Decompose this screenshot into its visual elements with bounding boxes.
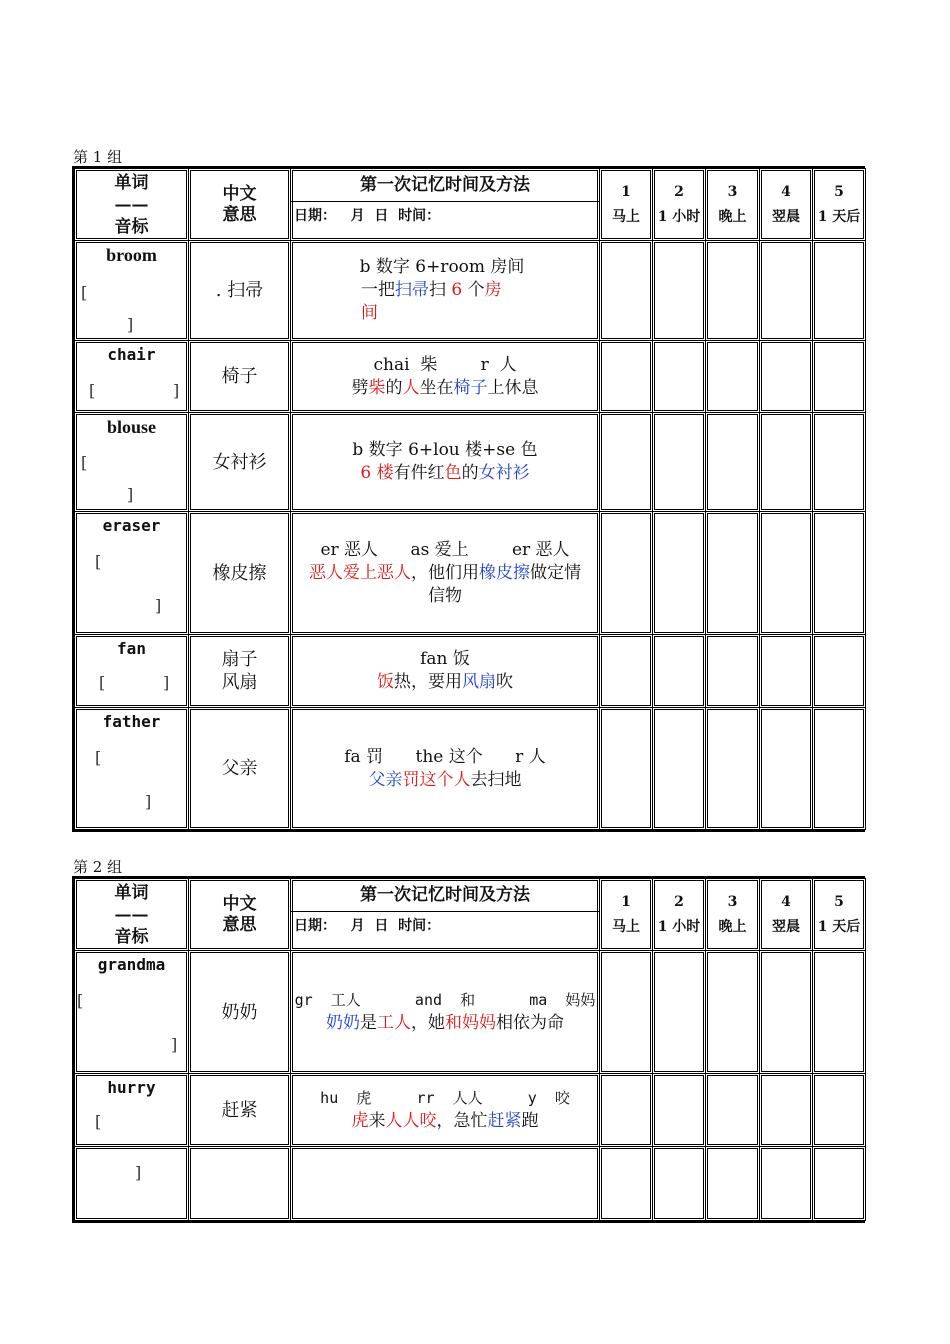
word-cell — [75, 635, 189, 708]
review-cell[interactable] — [600, 1074, 653, 1147]
review-label: 晚上 — [718, 918, 747, 935]
word: broom — [106, 245, 157, 265]
method-header-date: 日期： 月 日 时间： — [294, 918, 441, 934]
method-highlight: 恶人爱上恶人 — [309, 562, 411, 583]
bracket-open: [ — [81, 283, 88, 302]
review-header-2 — [653, 169, 706, 241]
bracket-close: ] — [163, 673, 170, 692]
method-highlight: 女衬衫 — [478, 463, 530, 483]
review-cell[interactable] — [706, 512, 760, 635]
table-row — [75, 635, 866, 708]
word-header-dash: —— — [114, 194, 149, 215]
review-num: 5 — [834, 183, 844, 200]
bracket-open: [ — [77, 991, 84, 1010]
method-line: fa 罚 the 这个 r 人 — [344, 746, 546, 767]
review-cell[interactable] — [813, 241, 866, 341]
review-label: 1 小时 — [657, 918, 701, 935]
word: eraser — [102, 516, 161, 535]
method-text: 来 — [368, 1111, 386, 1131]
method-text: 扫 — [429, 280, 452, 300]
meaning-cell — [189, 241, 291, 341]
method-highlight: 6 楼 — [360, 463, 394, 483]
method-cell — [291, 413, 600, 512]
word-header-dash: —— — [114, 904, 149, 925]
meaning-cell — [189, 635, 291, 708]
meaning-cell: 赶紧 — [189, 1074, 291, 1147]
review-num: 1 — [621, 893, 631, 910]
method-header — [291, 879, 600, 951]
review-header-1 — [600, 879, 653, 951]
method-highlight: 6 — [451, 280, 463, 300]
method-line: b 数字 6+lou 楼+se 色 — [352, 440, 538, 460]
meaning-cell: 橡皮擦 — [189, 512, 291, 635]
review-cell[interactable] — [653, 635, 706, 708]
review-cell[interactable] — [600, 241, 653, 341]
method-header-title: 第一次记忆时间及方法 — [291, 169, 599, 202]
method-cell — [291, 708, 600, 830]
review-cell[interactable] — [706, 341, 760, 413]
word-cell — [75, 951, 189, 1074]
review-cell[interactable] — [653, 708, 706, 830]
method-line: 信物 — [428, 585, 462, 606]
method-line: fan 饭 — [420, 649, 470, 669]
bracket-open: [ — [95, 748, 102, 767]
method-highlight: 房 — [484, 280, 502, 300]
review-cell[interactable] — [760, 341, 813, 413]
meaning-header-line1: 中文 — [222, 183, 257, 204]
review-header-5 — [813, 169, 866, 241]
review-label: 1 小时 — [657, 208, 701, 225]
review-cell[interactable] — [813, 1074, 866, 1147]
review-cell[interactable] — [760, 635, 813, 708]
method-highlight: 虎 — [351, 1111, 369, 1131]
method-highlight: 赶紧 — [487, 1111, 522, 1131]
method-highlight: 人 — [402, 377, 420, 398]
review-cell[interactable] — [760, 951, 813, 1074]
method-highlight: 人人咬 — [385, 1111, 437, 1131]
review-cell[interactable] — [760, 413, 813, 512]
method-text: 是 — [360, 1013, 377, 1033]
word-header-label: 单词 — [114, 882, 149, 903]
review-header-3 — [706, 879, 760, 951]
method-text: 吹 — [496, 672, 513, 692]
method-text: 相依为命 — [496, 1013, 564, 1033]
review-cell[interactable] — [600, 512, 653, 635]
review-cell[interactable] — [813, 1147, 866, 1221]
method-line: gr 工人 and 和 ma 妈妈 — [294, 991, 596, 1009]
method-text: 去扫地 — [470, 769, 522, 790]
word: fan — [117, 639, 146, 658]
review-cell[interactable] — [706, 1074, 760, 1147]
review-cell[interactable] — [813, 635, 866, 708]
method-line: chai 柴 r 人 — [373, 354, 517, 375]
bracket-close: ] — [173, 381, 180, 400]
method-header-date: 日期： 月 日 时间： — [294, 208, 441, 224]
review-cell[interactable] — [653, 241, 706, 341]
method-text: 坐在 — [419, 377, 454, 398]
method-highlight: 父亲 — [368, 769, 403, 790]
method-highlight: 色 — [444, 463, 462, 483]
review-cell[interactable] — [706, 1147, 760, 1221]
method-text: 有件红 — [393, 463, 445, 483]
method-cell — [291, 1074, 600, 1147]
review-cell[interactable] — [706, 413, 760, 512]
method-highlight: 和妈妈 — [445, 1013, 496, 1033]
review-cell[interactable] — [600, 951, 653, 1074]
dot-mark: . — [215, 280, 222, 301]
review-cell[interactable] — [760, 241, 813, 341]
group-2-label: 第 2 组 — [73, 858, 123, 876]
method-text: 做定情 — [530, 562, 581, 583]
method-text: 的 — [385, 377, 403, 398]
review-cell[interactable] — [653, 341, 706, 413]
review-label: 马上 — [612, 208, 640, 225]
phonetic-header-label: 音标 — [114, 216, 149, 237]
bracket-close: ] — [127, 315, 134, 334]
word-header — [75, 879, 189, 951]
bracket-close: ] — [155, 596, 162, 615]
method-cell — [291, 341, 600, 413]
header-row — [75, 879, 866, 951]
method-highlight: 柴 — [368, 377, 386, 398]
word-header-label: 单词 — [114, 172, 149, 193]
review-num: 2 — [674, 183, 684, 200]
review-cell[interactable] — [813, 413, 866, 512]
word-cell — [75, 241, 189, 341]
word: father — [102, 712, 161, 731]
method-line: er 恶人 as 爱上 er 恶人 — [320, 539, 570, 560]
review-header-3 — [706, 169, 760, 241]
word-cell — [75, 341, 189, 413]
word: hurry — [107, 1078, 156, 1097]
bracket-open: [ — [99, 673, 106, 692]
review-cell[interactable] — [813, 341, 866, 413]
review-label: 晚上 — [718, 208, 747, 225]
review-num: 4 — [781, 183, 791, 200]
method-highlight: 工人 — [377, 1013, 411, 1033]
word-cell — [75, 1074, 189, 1147]
word-cell — [75, 708, 189, 830]
method-text: 跑 — [521, 1111, 539, 1131]
method-header-title: 第一次记忆时间及方法 — [291, 879, 599, 912]
review-label: 翌晨 — [772, 918, 800, 935]
review-header-2 — [653, 879, 706, 951]
meaning-cell: 父亲 — [189, 708, 291, 830]
method-highlight: 罚这个人 — [402, 769, 471, 790]
meaning-header-line2: 意思 — [222, 914, 257, 935]
meaning: 风扇 — [221, 672, 258, 693]
review-cell[interactable] — [760, 708, 813, 830]
review-num: 2 — [674, 893, 684, 910]
meaning-cell: 椅子 — [189, 341, 291, 413]
review-cell[interactable] — [600, 708, 653, 830]
meaning-header — [189, 879, 291, 951]
review-cell[interactable] — [813, 512, 866, 635]
bracket-close: ] — [145, 792, 152, 811]
method-text: ，急忙 — [436, 1111, 488, 1131]
meaning-cell — [189, 1147, 291, 1221]
method-text: 个 — [462, 280, 485, 300]
word-cell — [75, 413, 189, 512]
meaning-cell: 奶奶 — [189, 951, 291, 1074]
review-num: 4 — [781, 893, 791, 910]
method-text: 一把 — [361, 280, 395, 300]
review-num: 1 — [621, 183, 631, 200]
review-num: 3 — [727, 183, 738, 200]
bracket-close: ] — [127, 485, 134, 504]
word: blouse — [106, 417, 157, 437]
word-cell — [75, 1147, 189, 1221]
method-header — [291, 169, 600, 241]
bracket-open: [ — [95, 1112, 102, 1131]
review-cell[interactable] — [760, 1074, 813, 1147]
review-header-4 — [760, 169, 813, 241]
table-row — [75, 1147, 866, 1221]
word-header — [75, 169, 189, 241]
table-row — [75, 241, 866, 341]
method-cell — [291, 1147, 600, 1221]
table-row — [75, 341, 866, 413]
review-num: 3 — [727, 893, 738, 910]
method-cell — [291, 241, 600, 341]
review-num: 5 — [834, 893, 844, 910]
table-row — [75, 512, 866, 635]
method-highlight: 椅子 — [453, 377, 488, 398]
meaning-header-line2: 意思 — [222, 204, 257, 225]
review-label: 马上 — [612, 918, 640, 935]
meaning: 扇子 — [221, 649, 258, 670]
bracket-close: ] — [135, 1163, 142, 1182]
method-line: b 数字 6+room 房间 — [359, 257, 525, 277]
review-label: 翌晨 — [772, 208, 800, 225]
meaning-header — [189, 169, 291, 241]
review-header-1 — [600, 169, 653, 241]
method-line: hu 虎 rr 人人 y 咬 — [320, 1089, 570, 1107]
review-cell[interactable] — [760, 512, 813, 635]
method-text: ，他们用 — [411, 562, 479, 583]
review-cell[interactable] — [600, 1147, 653, 1221]
word: grandma — [97, 955, 166, 974]
table-row — [75, 413, 866, 512]
meaning-header-line1: 中文 — [222, 893, 257, 914]
table-row — [75, 951, 866, 1074]
method-text: 的 — [461, 463, 479, 483]
group-2-table — [72, 876, 865, 1223]
word-cell — [75, 512, 189, 635]
method-text: ，她 — [411, 1013, 445, 1033]
review-cell[interactable] — [653, 1074, 706, 1147]
review-cell[interactable] — [653, 1147, 706, 1221]
meaning-cell: 女衬衫 — [189, 413, 291, 512]
method-cell — [291, 635, 600, 708]
review-cell[interactable] — [600, 341, 653, 413]
method-highlight: 饭 — [377, 672, 394, 692]
review-cell[interactable] — [813, 708, 866, 830]
method-highlight: 扫帚 — [395, 280, 429, 300]
review-cell[interactable] — [653, 951, 706, 1074]
group-1-table — [72, 166, 865, 832]
review-label: 1 天后 — [817, 208, 861, 225]
bracket-open: [ — [81, 453, 88, 472]
review-header-4 — [760, 879, 813, 951]
method-cell — [291, 951, 600, 1074]
method-line: 间 — [361, 303, 378, 323]
group-1-label: 第 1 组 — [73, 148, 123, 166]
review-cell[interactable] — [706, 241, 760, 341]
review-cell[interactable] — [706, 635, 760, 708]
method-highlight: 风扇 — [462, 672, 496, 692]
review-cell[interactable] — [813, 951, 866, 1074]
review-cell[interactable] — [600, 413, 653, 512]
meaning: 扫帚 — [227, 280, 264, 301]
table-row — [75, 708, 866, 830]
review-cell[interactable] — [653, 512, 706, 635]
table-row — [75, 1074, 866, 1147]
header-row — [75, 169, 866, 241]
review-cell[interactable] — [706, 951, 760, 1074]
bracket-open: [ — [89, 381, 96, 400]
bracket-close: ] — [171, 1035, 178, 1054]
review-cell[interactable] — [706, 708, 760, 830]
method-highlight: 奶奶 — [326, 1013, 360, 1033]
review-header-5 — [813, 879, 866, 951]
word: chair — [107, 345, 156, 364]
method-text: 上休息 — [487, 377, 539, 398]
method-text: 劈 — [351, 377, 369, 398]
review-cell[interactable] — [600, 635, 653, 708]
review-cell[interactable] — [760, 1147, 813, 1221]
method-cell — [291, 512, 600, 635]
review-label: 1 天后 — [817, 918, 861, 935]
phonetic-header-label: 音标 — [114, 926, 149, 947]
bracket-open: [ — [95, 552, 102, 571]
method-text: 热，要用 — [394, 672, 462, 692]
review-cell[interactable] — [653, 413, 706, 512]
method-highlight: 橡皮擦 — [479, 562, 530, 583]
